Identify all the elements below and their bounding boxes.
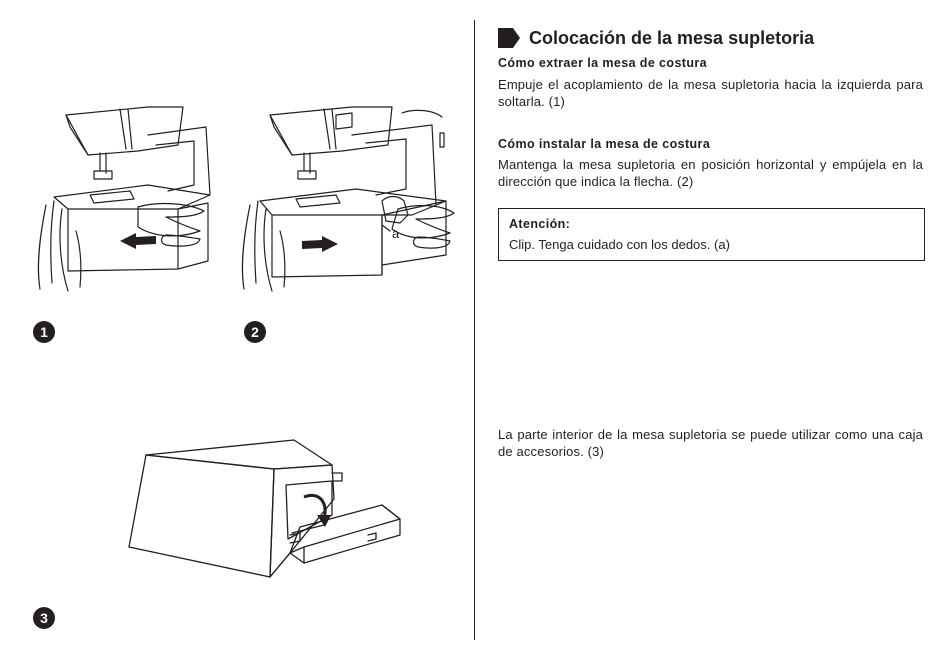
caution-text: Clip. Tenga cuidado con los dedos. (a): [509, 237, 730, 252]
section-title: Colocación de la mesa supletoria: [529, 27, 815, 48]
figure-1-number-badge: 1: [33, 321, 55, 343]
section-title-row: [498, 27, 923, 49]
figure-3-number-badge: 3: [33, 607, 55, 629]
install-table-heading: Cómo instalar la mesa de costura: [498, 137, 711, 151]
install-table-text: Mantenga la mesa supletoria en posición horizontal y empújela en la dirección que indica la flecha. (2): [498, 157, 923, 189]
remove-table-heading: Cómo extraer la mesa de costura: [498, 56, 708, 70]
caution-box: [498, 208, 925, 261]
remove-table-text: Empuje el acoplamiento de la mesa supletoria hacia la izquierda para soltarla. (1): [498, 77, 923, 109]
figure-2-install-table-illustration: [232, 105, 462, 295]
figure-2-number-badge: 2: [244, 321, 266, 343]
accessory-box-text: La parte interior de la mesa supletoria se puede utilizar como una caja de accesorios. (3): [498, 427, 923, 459]
figure-3-accessory-box-illustration: [124, 435, 409, 585]
clip-label: a: [392, 226, 400, 241]
column-divider: [474, 20, 475, 640]
figure-1-remove-table-illustration: [28, 105, 213, 295]
caution-title: Atención:: [509, 217, 571, 231]
section-marker-icon: [498, 28, 520, 48]
